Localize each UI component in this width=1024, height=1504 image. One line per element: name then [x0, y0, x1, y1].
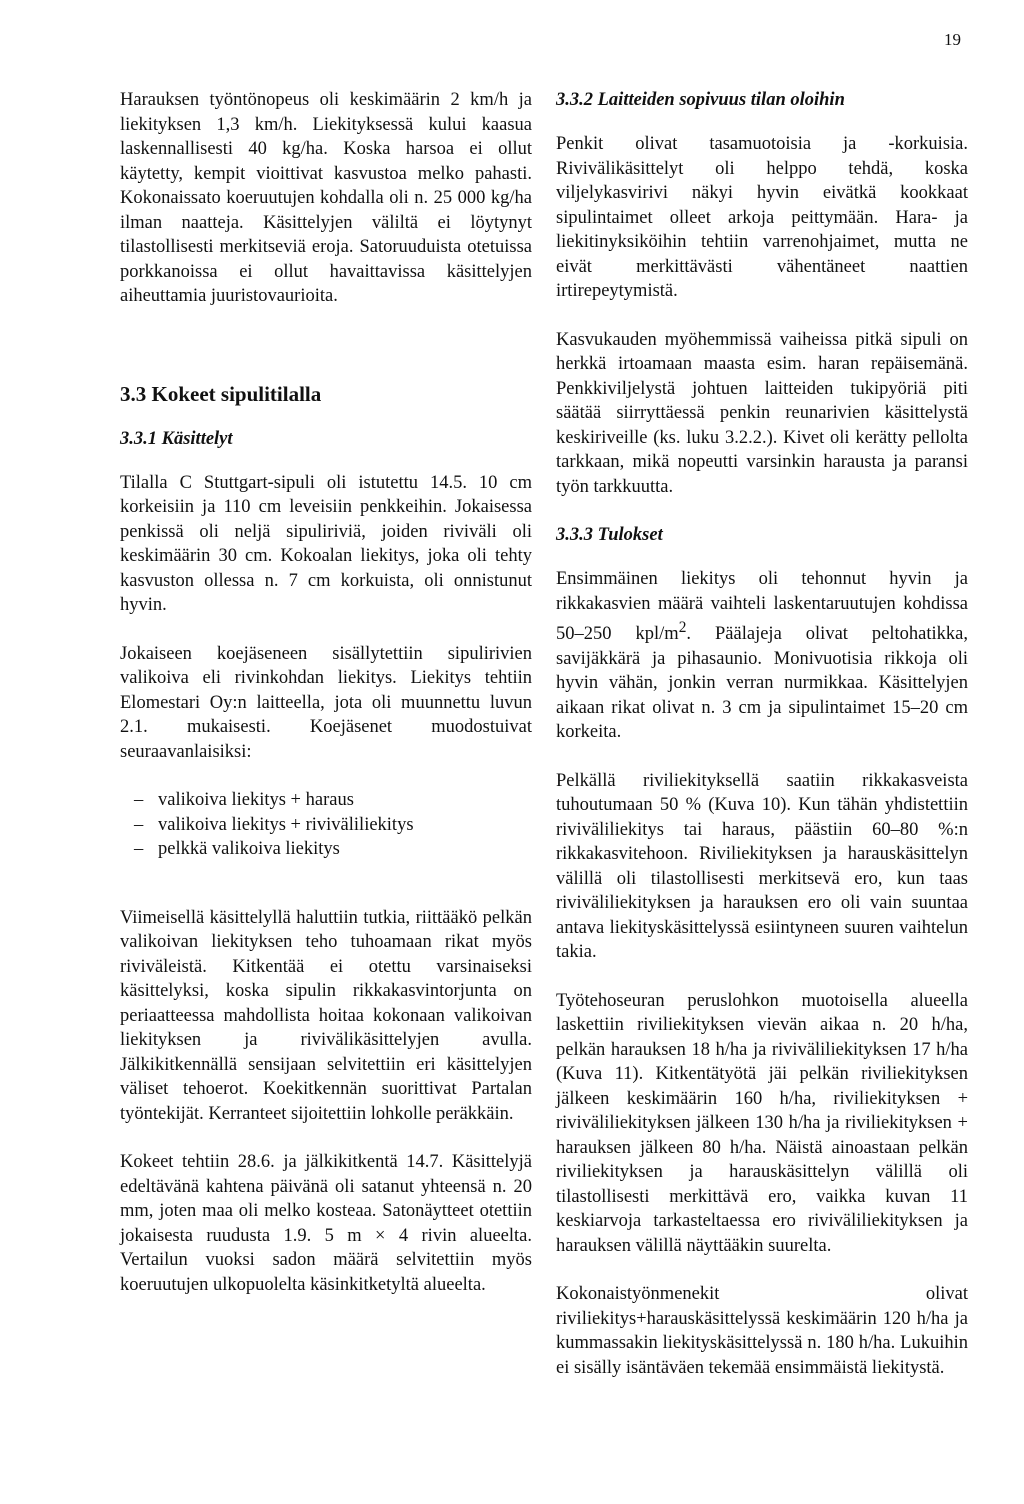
subsection-heading: 3.3.1 Käsittelyt — [120, 428, 233, 449]
section-heading: 3.3 Kokeet sipulitilalla — [120, 381, 322, 406]
treatment-list — [120, 788, 532, 862]
paragraph: Penkit olivat tasamuotoisia ja -korkuisia. Rivivälikäsittelyt oli helppo tehdä, koska viljelykasvirivi näkyi hyvin eivätkä kookkaat sipulintaimet olleet arkoja peittymään. Hara- ja liekitinyksiköihin tehtiin varrenohjaimet, mutta ne eivät merkittävästi vähentäneet naattien irtirepeytymistä. — [556, 134, 968, 301]
paragraph: Kokeet tehtiin 28.6. ja jälkikitkentä 14.7. Käsittelyjä edeltävänä kahtena päivänä oli satanut yhteensä n. 20 mm, joten maa oli melko kosteaa. Satonäytteet otettiin jokaisesta ruudusta 1.9. 5 m × 4 rivin alueelta. Vertailun vuoksi sadon määrä selvitettiin myös koeruutujen ulkopuolelta käsinkitketyltä alueelta. — [120, 1152, 532, 1295]
paragraph: Harauksen työntönopeus oli keskimäärin 2 km/h ja liekityksen 1,3 km/h. Liekityksessä kului kaasua laskennallisesti 40 kg/ha. Koska harsoa ei ollut käytetty, kempit vioittivat kasvustoa melko pahasti. Kokonaissato koeruutujen kohdalla oli n. 25 000 kg/ha ilman naatteja. Käsittelyjen väliltä ei löytynyt tilastollisesti merkitseviä eroja. Satoruuduista otetuissa porkkanoissa ei ollut havaittavissa käsittelyjen aiheuttamia juuristovaurioita. — [120, 90, 532, 306]
superscript: 2 — [678, 619, 687, 636]
paragraph: Työtehoseuran peruslohkon muotoisella alueella laskettiin riviliekityksen vievän aikaa n. 20 h/ha, pelkän harauksen 18 h/ha ja riviväliliekityksen 17 h/ha (Kuva 11). Kitkentätyötä jäi pelkän riviliekityksen jälkeen keskimäärin 160 h/ha, riviliekityksen + riviväliliekityksen jälkeen 130 h/ha ja riviliekityksen + harauksen jälkeen 80 h/ha. Näistä ainoastaan pelkän riviliekityksen ja harauskäsittelyn välillä oli tilastollisesti merkittävä ero, vaikka kuvan 11 keskiarvoja tarkasteltaessa ero riviväliliekityksen ja harauksen välillä näyttääkin suurelta. — [556, 990, 968, 1256]
paragraph: Tilalla C Stuttgart-sipuli oli istutettu 14.5. 10 cm korkeisiin ja 110 cm leveisiin penkkeihin. Jokaisessa penkissä oli neljä sipuliriviä, joiden riviväli oli keskimäärin 30 cm. Kokoalan liekitys, joka oli tehty kasvuston ollessa n. 7 cm korkuista, oli onnistunut hyvin. — [120, 472, 532, 615]
text-run: Ensimmäinen liekitys oli tehonnut hyvin ja rikkakasvien määrä vaihteli laskentaruutujen kohdissa 50–250 kpl/m — [556, 569, 968, 645]
paragraph — [556, 567, 968, 745]
right-column — [556, 88, 968, 1380]
list-item: – pelkkä valikoiva liekitys — [134, 837, 532, 862]
list-item: – valikoiva liekitys + riviväliliekitys — [134, 813, 532, 838]
paragraph: Kasvukauden myöhemmissä vaiheissa pitkä sipuli on herkkä irtoamaan maasta esim. haran repäisemänä. Penkkiviljelystä johtuen laitteiden tukipyöriä piti säätää siirryttäessä penkin reunarivien käsittelystä keskiriveille (ks. luku 3.2.2.). Kivet oli kerätty pellolta tarkkaan, mikä nopeutti varsinkin harausta ja paransi työn tarkkuutta. — [556, 329, 968, 497]
list-item: – valikoiva liekitys + haraus — [134, 788, 532, 813]
subsection-heading: 3.3.3 Tulokset — [556, 525, 663, 545]
paragraph: Viimeisellä käsittelyllä haluttiin tutkia, riittääkö pelkän valikoivan liekityksen teho tuhoamaan rikat myös riviväleistä. Kitkentää ei otettu varsinaiseksi käsittelyksi, koska sipulin rikkakasvintorjunta on periaatteessa mahdollista hoitaa kokonaan valikoivan liekityksen ja rivivälikäsittelyjen avulla. Jälkikitkennällä sensijaan selvitettiin eri käsittelyjen väliset tehoerot. Koekitkennän suorittivat Partalan työntekijät. Kerranteet sijoitettiin lohkolle peräkkäin. — [120, 907, 532, 1124]
paragraph: Kokonaistyönmenekit olivat riviliekitys+harauskäsittelyssä keskimäärin 120 h/ha ja kummassakin liekityskäsittelyssä n. 180 h/ha. Lukuihin ei sisälly isäntäväen tekemää ensimmäistä liekitystä. — [556, 1284, 968, 1378]
paragraph: Jokaiseen koejäseneen sisällytettiin sipulirivien valikoiva eli rivinkohdan liekitys. Liekitys tehtiin Elomestari Oy:n laitteella, jota oli muunnettu luvun 2.1. mukaisesti. Koejäsenet muodostuivat seuraavanlaisiksi: — [120, 643, 532, 762]
text-run: . Päälajeja olivat peltohatikka, savijäkkärä ja pihasaunio. Monivuotisia rikkoja oli hyvin vähän, jonkin verran nurmikkaa. Käsittelyjen aikaan rikat olivat n. 3 cm ja sipulintaimet 15–20 cm korkeita. — [556, 624, 969, 743]
page-number: 19 — [944, 30, 961, 49]
left-column — [120, 88, 532, 1297]
subsection-heading: 3.3.2 Laitteiden sopivuus tilan oloihin — [556, 90, 845, 110]
paragraph: Pelkällä riviliekityksellä saatiin rikkakasveista tuhoutumaan 50 % (Kuva 10). Kun tähän yhdistettiin riviväliliekitys tai haraus, päästiin 60–80 %:n rikkakasvitehoon. Riviliekityksen ja harauskäsittelyn välillä oli tilastollisesti merkitsevä ero, kun taas riviväliliekityksen ja harauksen ero oli vain suuntaa antava liekityskäsittelyssä esiintyneen suuren vaihtelun takia. — [556, 770, 968, 963]
